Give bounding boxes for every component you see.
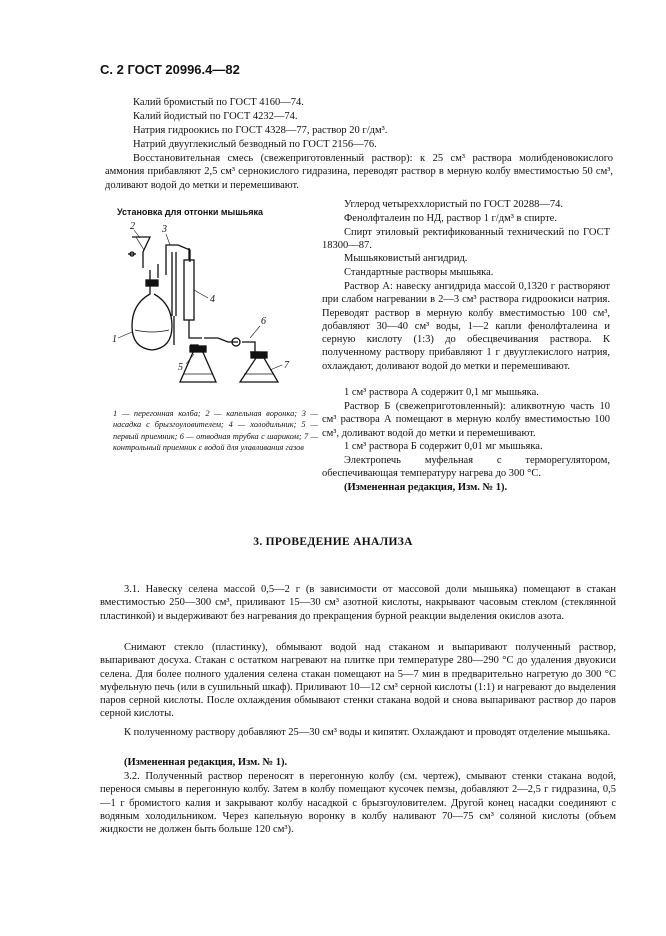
label-2: 2 [130,221,135,232]
reagent-line-1: Калий бромистый по ГОСТ 4160—74. [133,97,304,108]
label-6: 6 [261,316,266,327]
solution-a-paragraph: Раствор А: навеску ангидрида массой 0,1320 г растворяют при слабом нагревании в 2—3 см³ раствора гидроокиси натрия. Переводят раствор в мерную колбу вместимостью 100 см³, добавляют 30—40 см³ воды, 1—2 капли фенолфталеина и серную кислоту (1:3) до обесцвечивания раствора. К полученному раствору прибавляют 1 г двууглекислого натрия, охлаждают, доливают водой до метки и перемешивают. [322,281,610,372]
reagent-line-3: Натрия гидроокись по ГОСТ 4328—77, раствор 20 г/дм³. [133,125,388,136]
label-1: 1 [112,334,117,345]
analysis-3-1-paragraph: 3.1. Навеску селена массой 0,5—2 г (в зависимости от массовой доли мышьяка) помещают в стакан вместимостью 250—300 см³, приливают 15—30 см³ азотной кислоты, накрывают часовым стеклом (стеклянной пластинкой) и выдерживают без нагревания до прекращения бурной реакции выделения окислов азота. [100,584,616,622]
analysis-boiling-paragraph: К полученному раствору добавляют 25—30 см³ воды и кипятят. Охлаждают и проводят отделение мышьяка. [124,727,611,738]
section-title: 3. ПРОВЕДЕНИЕ АНАЛИЗА [253,536,413,548]
figure-title: Установка для отгонки мышьяка [117,207,264,217]
solution-b-content: 1 см³ раствора Б содержит 0,01 мг мышьяка. [344,441,543,452]
edition-note-1: (Измененная редакция, Изм. № 1). [344,482,508,493]
analysis-3-2-paragraph: 3.2. Полученный раствор переносят в перегонную колбу (см. чертеж), смывают стенки стакана водой, перенося смывы в перегонную колбу. Затем в колбу помещают кусочек пемзы, добавляют 2—2,5 г гидразина, 0,5—1 г бромистого калия и закрывают колбу насадкой с брызгоуловителем. Другой конец насадки соединяют с водяным холодильником. Через капельную воронку в колбу наливают 70—75 см³ соляной кислоты (объем жидкости не должен быть больше 120 см³). [100,771,616,836]
label-7: 7 [284,360,289,371]
reagent-line-4: Натрий двууглекислый безводный по ГОСТ 2156—76. [133,139,377,150]
label-3: 3 [162,224,167,235]
distillation-apparatus-drawing [110,220,310,388]
phenolphthalein-line: Фенолфталеин по НД, раствор 1 г/дм³ в спирте. [344,213,557,224]
solution-b-paragraph: Раствор Б (свежеприготовленный): аликвотную часть 10 см³ раствора А помещают в мерную колбу вместимостью 100 см³, доливают водой до метки и перемешивают. [322,401,610,439]
label-5: 5 [178,362,183,373]
ethanol-line: Спирт этиловый ректификованный технический по ГОСТ 18300—87. [322,227,610,252]
muffle-furnace-paragraph: Электропечь муфельная с терморегулятором, обеспечивающая температуру нагрева до 300 °С. [322,455,610,480]
label-4: 4 [210,294,215,305]
page-header: С. 2 ГОСТ 20996.4—82 [100,62,240,77]
edition-note-2: (Измененная редакция, Изм. № 1). [124,757,288,768]
arsenic-standards-line: Стандартные растворы мышьяка. [344,267,494,278]
arsenic-anhydride-line: Мышьяковистый ангидрид. [344,253,468,264]
analysis-evaporation-paragraph: Снимают стекло (пластинку), обмывают водой над стаканом и выпаривают полученный раствор, выпаривают досуха. Стакан с остатком нагревают на плитке при температуре 280—290 °С до удаления двуокиси селена. Для более полного удаления селена стакан помещают на 5—7 мин в предварительно нагретую до 300 °С муфельную печь (или в сушильный шкаф). Приливают 10—12 см³ серной кислоты (1:1) и нагревают до выделения паров серной кислоты. После охлаждения обмывают стенки стакана водой и снова выпаривают раствор до паров серной кислоты. [100,642,616,720]
figure-caption: 1 — перегонная колба; 2 — капельная воронка; 3 — насадка с брызгоуловителем; 4 — холодильник; 5 — первый приемник; 6 — отводная трубка с шариком; 7 — контрольный приемник с водой для улавливания газов [113,409,318,453]
reagent-line-2: Калий йодистый по ГОСТ 4232—74. [133,111,298,122]
reducing-mixture-paragraph: Восстановительная смесь (свежеприготовленный раствор): к 25 см³ раствора молибденовокислого аммония прибавляют 2,5 см³ сернокислого гидразина, переводят раствор в мерную колбу вместимостью 50 см³, доливают водой до метки и перемешивают. [105,153,613,191]
carbon-tetrachloride-line: Углерод четыреххлористый по ГОСТ 20288—74. [344,199,564,210]
solution-a-content: 1 см³ раствора А содержит 0,1 мг мышьяка. [344,387,539,398]
